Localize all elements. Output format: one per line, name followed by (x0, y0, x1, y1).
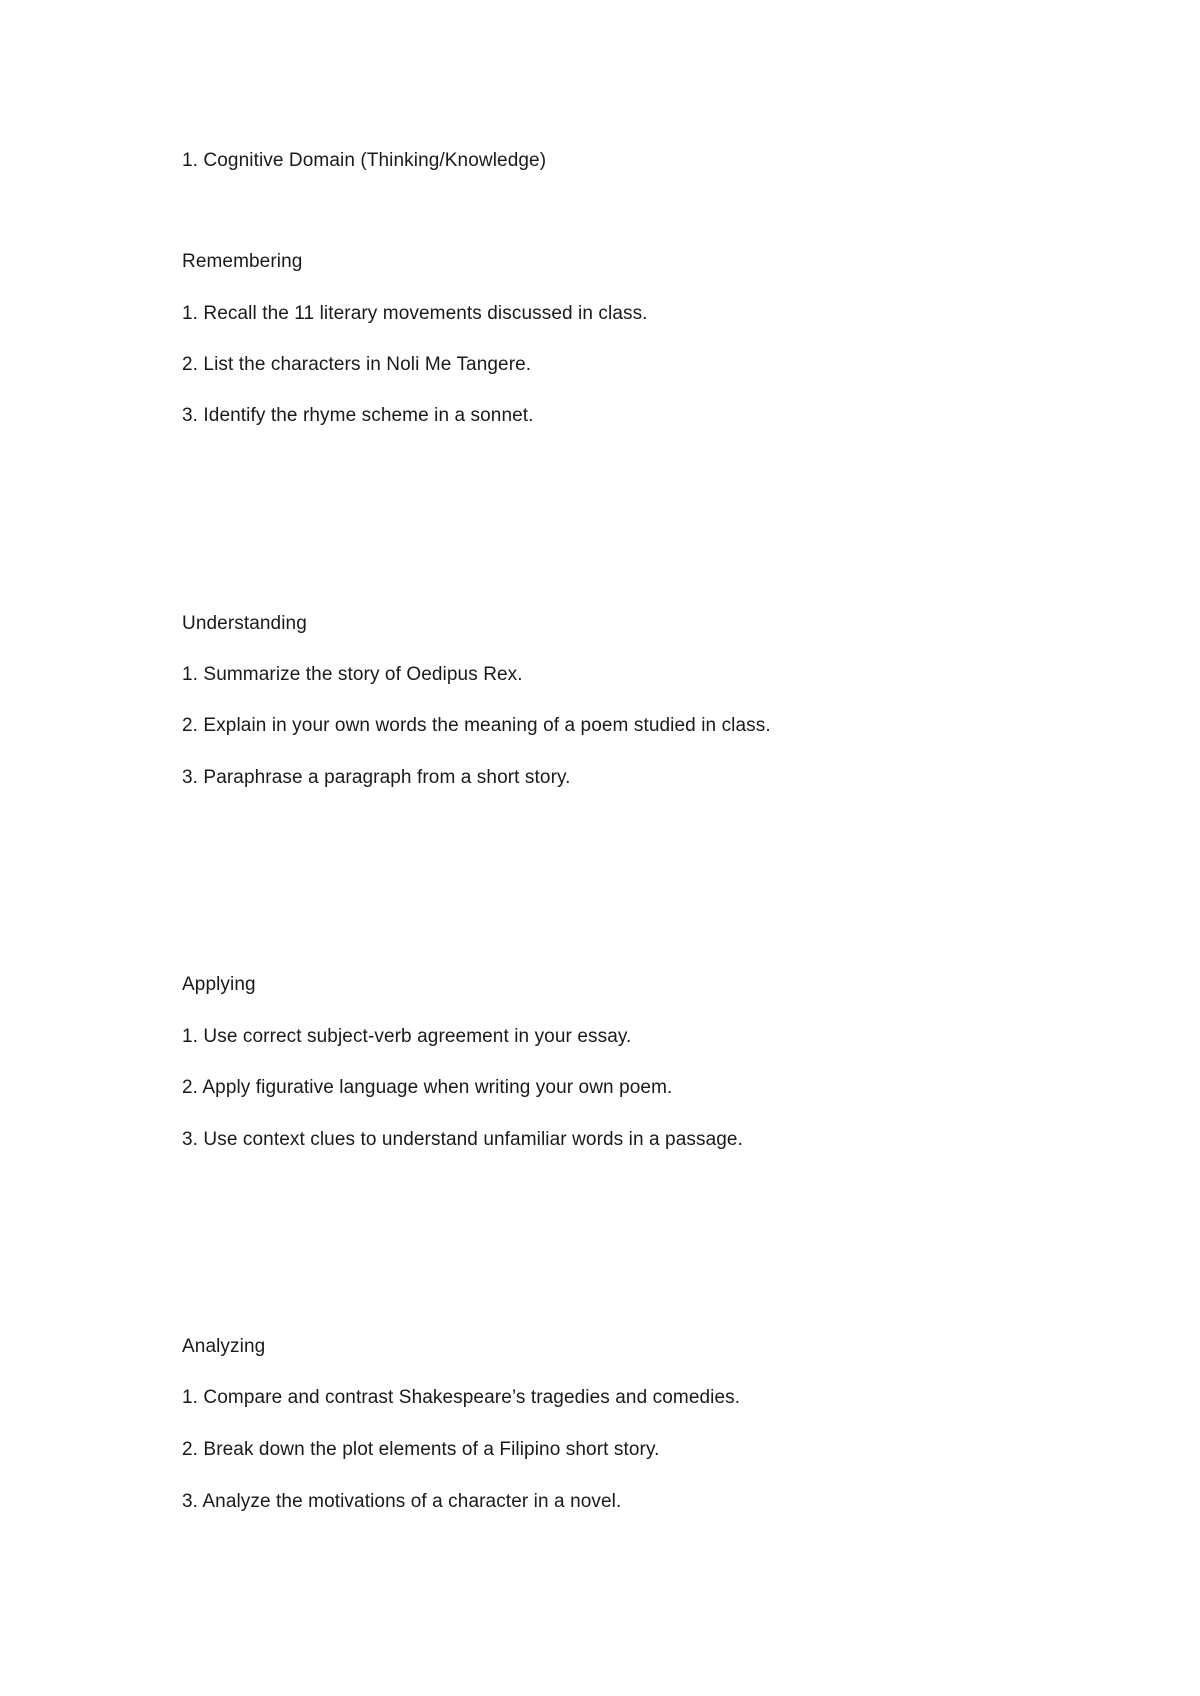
section-heading-analyzing: Analyzing (182, 1336, 266, 1357)
list-item: 3. Paraphrase a paragraph from a short story. (182, 767, 571, 788)
section-heading-understanding: Understanding (182, 613, 307, 634)
list-item: 3. Identify the rhyme scheme in a sonnet. (182, 405, 534, 426)
list-item: 2. Explain in your own words the meaning of a poem studied in class. (182, 715, 771, 736)
list-item: 1. Use correct subject-verb agreement in your essay. (182, 1026, 632, 1047)
section-heading-remembering: Remembering (182, 251, 303, 272)
list-item: 3. Use context clues to understand unfamiliar words in a passage. (182, 1129, 743, 1150)
list-item: 2. Apply figurative language when writing your own poem. (182, 1077, 673, 1098)
list-item: 1. Compare and contrast Shakespeare’s tragedies and comedies. (182, 1387, 741, 1408)
list-item: 1. Summarize the story of Oedipus Rex. (182, 664, 523, 685)
document-title: 1. Cognitive Domain (Thinking/Knowledge) (182, 150, 547, 171)
section-heading-applying: Applying (182, 974, 256, 995)
list-item: 2. Break down the plot elements of a Filipino short story. (182, 1439, 660, 1460)
list-item: 1. Recall the 11 literary movements discussed in class. (182, 303, 648, 324)
list-item: 3. Analyze the motivations of a character in a novel. (182, 1491, 622, 1512)
list-item: 2. List the characters in Noli Me Tangere. (182, 354, 532, 375)
